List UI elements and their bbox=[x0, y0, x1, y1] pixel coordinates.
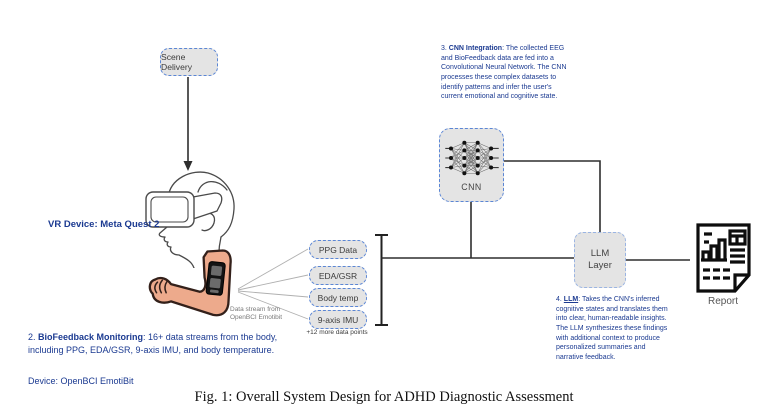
llm-layer-node bbox=[574, 232, 626, 288]
more-data-points-note: +12 more data points bbox=[306, 329, 368, 336]
figure-caption: Fig. 1: Overall System Design for ADHD Diagnostic Assessment bbox=[194, 389, 574, 405]
report-label: Report bbox=[707, 296, 738, 307]
report-document-icon bbox=[690, 222, 756, 294]
data-stream-source-note: Data stream from OpenBCI Emotibit bbox=[230, 306, 283, 322]
neural-network-icon bbox=[445, 137, 499, 179]
device-note: Device: OpenBCI EmotiBit bbox=[28, 376, 134, 386]
emotibit-device bbox=[206, 261, 226, 295]
stream-box-ppg: PPG Data bbox=[309, 240, 367, 259]
stream-box-9-axis-imu: 9-axis IMU bbox=[309, 310, 367, 329]
scene-delivery-node bbox=[160, 48, 218, 76]
stream-box-eda-gsr: EDA/GSR bbox=[309, 266, 367, 285]
stream-box-body-temp: Body temp bbox=[309, 288, 367, 307]
llm-annotation: 4. LLM: Takes the CNN's inferred cognitive states and translates them into clear, human-readable insights. The LLM synthesizes these findings with additional context to produce personalized summaries and narrative feedback. bbox=[556, 296, 668, 361]
scene-delivery-label: Scene Delivery bbox=[161, 52, 193, 72]
arm-with-emotibit-illustration bbox=[146, 248, 242, 326]
llm-label-line1: LLM bbox=[590, 248, 610, 260]
cnn-label: CNN bbox=[461, 182, 482, 192]
cnn-node bbox=[439, 128, 504, 202]
llm-label-line2: Layer bbox=[588, 260, 612, 271]
cnn-integration-annotation: 3. CNN Integration: The collected EEG and BioFeedback data are fed into a Convolutional Neural Network. The CNN processes these complex datasets to identify patterns and infer the user's current emotional and cognitive state. bbox=[441, 45, 567, 101]
biofeedback-annotation: 2. BioFeedback Monitoring: 16+ data streams from the body, including PPG, EDA/GSR, 9-axis IMU, and body temperature. bbox=[28, 332, 278, 356]
vr-device-label: VR Device: Meta Quest 2 bbox=[48, 219, 160, 230]
